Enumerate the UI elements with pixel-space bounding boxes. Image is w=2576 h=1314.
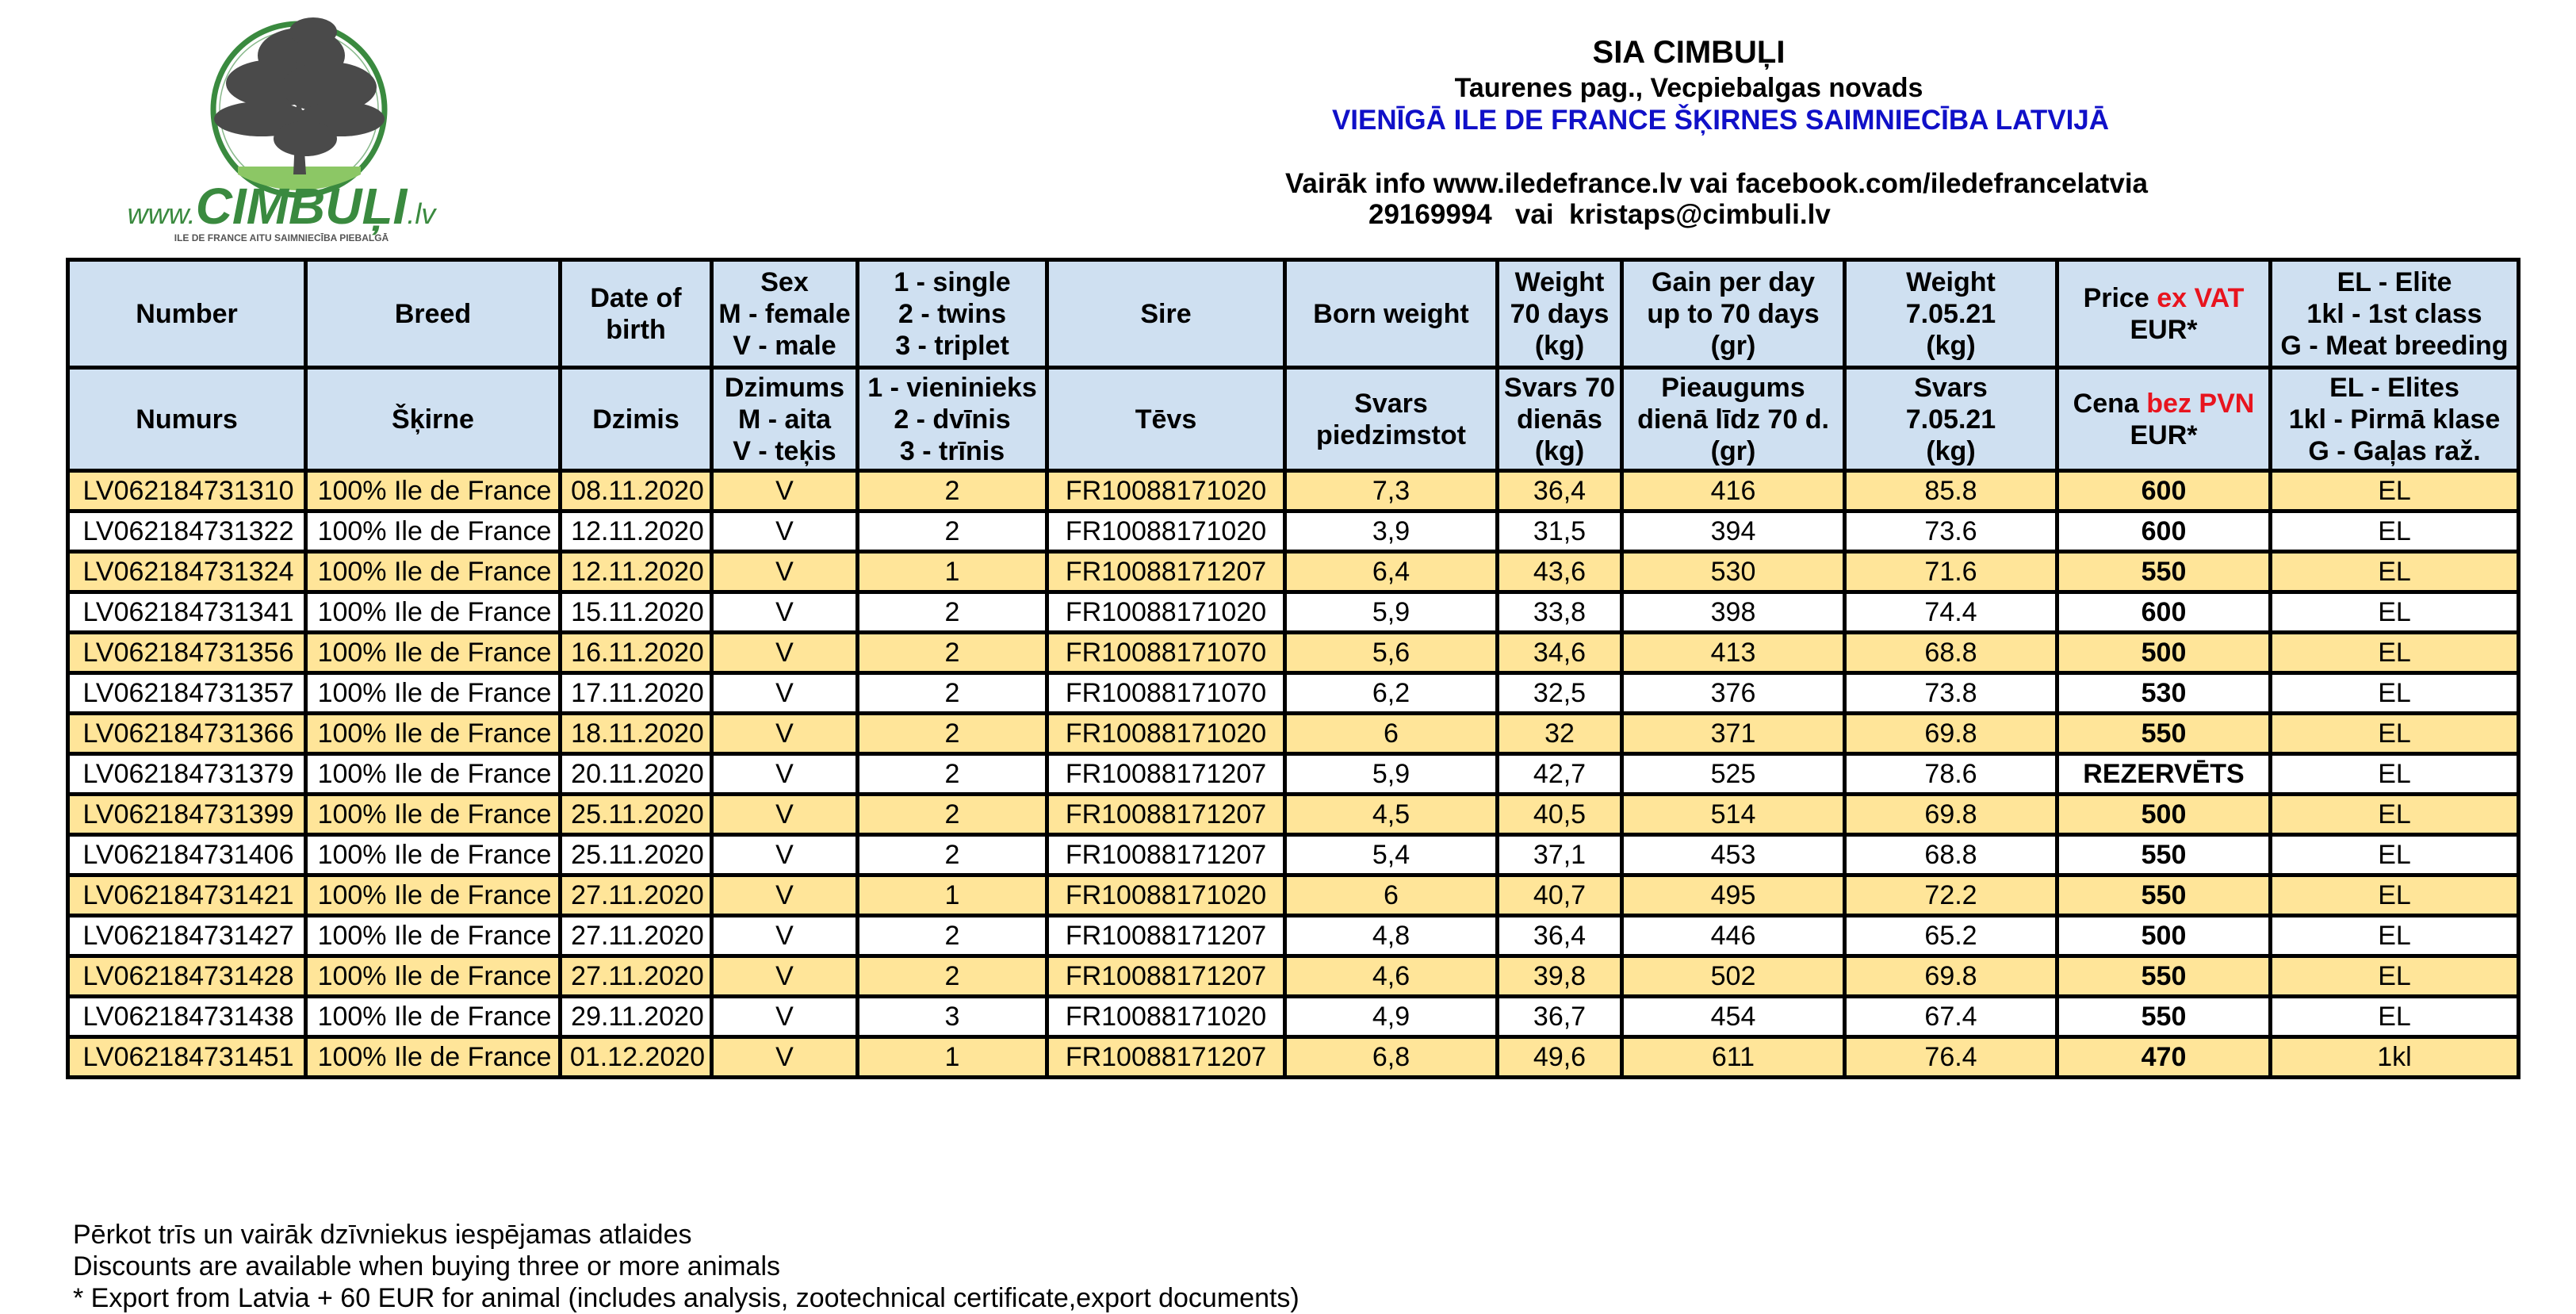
cell-price: 550 [2057, 875, 2271, 916]
cell-sire: FR10088171207 [1047, 754, 1285, 795]
cell-birth-type: 1 [858, 875, 1047, 916]
logo-tree-canopy [214, 17, 385, 156]
export-note: * Export from Latvia + 60 EUR for animal (includes analysis, zootechnical certificate,export documents) [73, 1283, 1299, 1313]
cell-dob: 27.11.2020 [561, 956, 712, 997]
cell-price: 470 [2057, 1037, 2271, 1078]
cell-breed: 100% Ile de France [306, 633, 561, 673]
cell-weight-now: 69.8 [1845, 714, 2057, 754]
discount-note-latvian: Pērkot trīs un vairāk dzīvniekus iespējamas atlaides [73, 1220, 692, 1250]
header-line: Dzimums [724, 372, 845, 403]
cell-price: REZERVĒTS [2057, 754, 2271, 795]
table-row [68, 754, 2519, 795]
cell-sire: FR10088171020 [1047, 471, 1285, 511]
cell-born-weight: 6,8 [1285, 1037, 1498, 1078]
header-line: 3 - triplet [895, 330, 1009, 361]
cell-born-weight: 4,6 [1285, 956, 1498, 997]
column-header-weight-now [1845, 260, 2057, 368]
cell-dob: 27.11.2020 [561, 916, 712, 956]
header-line: dienā līdz 70 d. [1637, 404, 1829, 435]
header-line: birth [606, 314, 666, 345]
table-row [68, 552, 2519, 592]
cell-dob: 17.11.2020 [561, 673, 712, 714]
column-header-breed [306, 368, 561, 471]
cell-class: EL [2271, 673, 2519, 714]
cell-sire: FR10088171020 [1047, 511, 1285, 552]
cell-price: 550 [2057, 956, 2271, 997]
cell-gain: 413 [1622, 633, 1845, 673]
header-line: G - Meat breeding [2280, 330, 2509, 361]
cell-breed: 100% Ile de France [306, 875, 561, 916]
currency-label: EUR* [2130, 314, 2198, 345]
cell-weight-70: 32 [1498, 714, 1622, 754]
cell-class: EL [2271, 997, 2519, 1037]
cell-number: LV062184731399 [68, 795, 306, 835]
cell-number: LV062184731427 [68, 916, 306, 956]
cell-sire: FR10088171207 [1047, 956, 1285, 997]
cell-sire: FR10088171207 [1047, 552, 1285, 592]
company-logo [111, 8, 452, 250]
cell-sex: V [712, 592, 858, 633]
header-line: M - female [718, 298, 851, 329]
cell-class: EL [2271, 511, 2519, 552]
cell-born-weight: 5,6 [1285, 633, 1498, 673]
cell-weight-now: 78.6 [1845, 754, 2057, 795]
cell-birth-type: 1 [858, 1037, 1047, 1078]
column-header-breed [306, 260, 561, 368]
header-line: 2 - twins [898, 298, 1007, 329]
header-line: Tēvs [1135, 404, 1197, 435]
header-line: M - aita [737, 404, 832, 435]
cell-number: LV062184731366 [68, 714, 306, 754]
column-header-sex [712, 260, 858, 368]
header-line: Date of [590, 282, 682, 313]
column-header-dob [561, 260, 712, 368]
table-body [68, 471, 2519, 1078]
header-line: 1kl - Pirmā klase [2288, 404, 2501, 435]
animal-sale-table [66, 258, 2520, 1079]
cell-born-weight: 3,9 [1285, 511, 1498, 552]
header-line: 1 - vieninieks [867, 372, 1037, 403]
cell-breed: 100% Ile de France [306, 552, 561, 592]
cell-birth-type: 2 [858, 754, 1047, 795]
header-line: (gr) [1710, 435, 1756, 466]
header-line: Pieaugums [1661, 372, 1805, 403]
cell-class: EL [2271, 552, 2519, 592]
column-header-gain [1622, 368, 1845, 471]
cell-weight-now: 73.8 [1845, 673, 2057, 714]
cell-price: 500 [2057, 633, 2271, 673]
header-line: EL - Elites [2329, 372, 2459, 403]
column-header-number [68, 368, 306, 471]
header-line: 3 - trīnis [899, 435, 1005, 466]
cell-class: 1kl [2271, 1037, 2519, 1078]
cell-sex: V [712, 997, 858, 1037]
cell-gain: 453 [1622, 835, 1845, 875]
cell-birth-type: 1 [858, 552, 1047, 592]
column-header-born-weight [1285, 260, 1498, 368]
cell-weight-70: 33,8 [1498, 592, 1622, 633]
column-header-gain [1622, 260, 1845, 368]
table-row [68, 633, 2519, 673]
header-line: EL - Elite [2337, 266, 2452, 297]
cell-birth-type: 2 [858, 471, 1047, 511]
cell-birth-type: 2 [858, 714, 1047, 754]
header-line: Sire [1140, 298, 1192, 329]
cell-weight-now: 69.8 [1845, 956, 2057, 997]
column-header-weight-now [1845, 368, 2057, 471]
header-line: V - teķis [733, 435, 836, 466]
cell-dob: 16.11.2020 [561, 633, 712, 673]
cell-price: 500 [2057, 916, 2271, 956]
cell-sex: V [712, 835, 858, 875]
header-line: Dzimis [592, 404, 679, 435]
cell-weight-70: 37,1 [1498, 835, 1622, 875]
cell-sex: V [712, 511, 858, 552]
cell-number: LV062184731310 [68, 471, 306, 511]
cell-breed: 100% Ile de France [306, 835, 561, 875]
column-header-sex [712, 368, 858, 471]
cell-weight-now: 69.8 [1845, 795, 2057, 835]
cell-sex: V [712, 1037, 858, 1078]
cell-gain: 394 [1622, 511, 1845, 552]
cell-gain: 454 [1622, 997, 1845, 1037]
cell-weight-now: 67.4 [1845, 997, 2057, 1037]
cell-price: 550 [2057, 835, 2271, 875]
cell-sex: V [712, 795, 858, 835]
vat-label: bez PVN [2146, 388, 2255, 419]
cell-class: EL [2271, 471, 2519, 511]
header-line: 70 days [1510, 298, 1610, 329]
header-line: piedzimstot [1316, 419, 1466, 450]
cell-class: EL [2271, 754, 2519, 795]
cell-weight-70: 49,6 [1498, 1037, 1622, 1078]
cell-gain: 514 [1622, 795, 1845, 835]
cell-gain: 495 [1622, 875, 1845, 916]
cell-weight-now: 85.8 [1845, 471, 2057, 511]
column-header-birth-type [858, 368, 1047, 471]
cell-sire: FR10088171020 [1047, 875, 1285, 916]
price-label: Cena [2073, 388, 2147, 419]
header-line: Svars [1914, 372, 1988, 403]
cell-dob: 15.11.2020 [561, 592, 712, 633]
vat-label: ex VAT [2157, 282, 2245, 313]
table-row [68, 916, 2519, 956]
company-info-links: Vairāk info www.iledefrance.lv vai facebook.com/iledefrancelatvia [1284, 168, 2149, 199]
header-line: 7.05.21 [1905, 404, 1996, 435]
cell-breed: 100% Ile de France [306, 592, 561, 633]
cell-born-weight: 6,2 [1285, 673, 1498, 714]
cell-weight-now: 68.8 [1845, 835, 2057, 875]
cell-birth-type: 3 [858, 997, 1047, 1037]
cell-weight-70: 43,6 [1498, 552, 1622, 592]
cell-dob: 01.12.2020 [561, 1037, 712, 1078]
cell-breed: 100% Ile de France [306, 916, 561, 956]
cell-gain: 376 [1622, 673, 1845, 714]
cell-weight-now: 68.8 [1845, 633, 2057, 673]
cell-weight-now: 72.2 [1845, 875, 2057, 916]
header-line: Weight [1514, 266, 1605, 297]
cell-dob: 25.11.2020 [561, 835, 712, 875]
header-line: V - male [733, 330, 836, 361]
column-header-class [2271, 260, 2519, 368]
cell-gain: 525 [1622, 754, 1845, 795]
cell-price: 550 [2057, 714, 2271, 754]
table-row [68, 471, 2519, 511]
cell-dob: 12.11.2020 [561, 511, 712, 552]
table-row [68, 592, 2519, 633]
cell-sex: V [712, 875, 858, 916]
header-line: Gain per day [1652, 266, 1815, 297]
cell-breed: 100% Ile de France [306, 714, 561, 754]
cell-sire: FR10088171020 [1047, 592, 1285, 633]
cell-gain: 611 [1622, 1037, 1845, 1078]
header-line: (kg) [1926, 330, 1976, 361]
cell-price: 600 [2057, 471, 2271, 511]
cell-price: 550 [2057, 997, 2271, 1037]
column-header-number [68, 260, 306, 368]
column-header-birth-type [858, 260, 1047, 368]
column-header-sire [1047, 368, 1285, 471]
header-line: Weight [1906, 266, 1996, 297]
header-line: G - Gaļas raž. [2308, 435, 2481, 466]
cell-number: LV062184731428 [68, 956, 306, 997]
cell-class: EL [2271, 592, 2519, 633]
column-header-class [2271, 368, 2519, 471]
column-header-born-weight [1285, 368, 1498, 471]
column-header-weight-70 [1498, 260, 1622, 368]
cell-born-weight: 6 [1285, 714, 1498, 754]
cell-class: EL [2271, 835, 2519, 875]
company-address: Taurenes pag., Vecpiebalgas novads [1454, 73, 1923, 103]
cell-number: LV062184731341 [68, 592, 306, 633]
header-line: Breed [394, 298, 472, 329]
header-line: (gr) [1710, 330, 1756, 361]
cell-breed: 100% Ile de France [306, 795, 561, 835]
cell-class: EL [2271, 633, 2519, 673]
cell-birth-type: 2 [858, 592, 1047, 633]
cell-gain: 502 [1622, 956, 1845, 997]
header-line: Svars 70 [1504, 372, 1615, 403]
cell-sire: FR10088171207 [1047, 795, 1285, 835]
cell-price: 500 [2057, 795, 2271, 835]
cell-number: LV062184731406 [68, 835, 306, 875]
cell-sex: V [712, 916, 858, 956]
cell-sire: FR10088171070 [1047, 673, 1285, 714]
cell-price: 600 [2057, 511, 2271, 552]
cell-weight-70: 39,8 [1498, 956, 1622, 997]
header-line: Number [136, 298, 238, 329]
cell-breed: 100% Ile de France [306, 754, 561, 795]
cell-sex: V [712, 714, 858, 754]
currency-label: EUR* [2130, 419, 2198, 450]
header-line: 1 - single [894, 266, 1011, 297]
cell-dob: 29.11.2020 [561, 997, 712, 1037]
cell-class: EL [2271, 795, 2519, 835]
cell-sire: FR10088171207 [1047, 1037, 1285, 1078]
cell-weight-70: 42,7 [1498, 754, 1622, 795]
cell-weight-now: 65.2 [1845, 916, 2057, 956]
cell-gain: 446 [1622, 916, 1845, 956]
cell-sex: V [712, 471, 858, 511]
header-row-latvian [68, 368, 2519, 471]
cell-number: LV062184731451 [68, 1037, 306, 1078]
company-name: SIA CIMBUĻI [1592, 35, 1786, 70]
cell-dob: 25.11.2020 [561, 795, 712, 835]
cell-number: LV062184731324 [68, 552, 306, 592]
table-row [68, 511, 2519, 552]
header-line: (kg) [1926, 435, 1976, 466]
company-tagline: VIENĪGĀ ILE DE FRANCE ŠĶIRNES SAIMNIECĪBA LATVIJĀ [1331, 105, 2110, 136]
cell-class: EL [2271, 875, 2519, 916]
column-header-weight-70 [1498, 368, 1622, 471]
header-line: Šķirne [392, 404, 474, 435]
cell-price: 550 [2057, 552, 2271, 592]
logo-subtitle: ILE DE FRANCE AITU SAIMNIECĪBA PIEBALGĀ [174, 232, 389, 243]
cell-dob: 12.11.2020 [561, 552, 712, 592]
cell-weight-now: 76.4 [1845, 1037, 2057, 1078]
header-line: Born weight [1313, 298, 1469, 329]
cell-weight-now: 74.4 [1845, 592, 2057, 633]
cell-weight-now: 71.6 [1845, 552, 2057, 592]
column-header-price [2057, 368, 2271, 471]
cell-number: LV062184731438 [68, 997, 306, 1037]
cell-born-weight: 5,9 [1285, 754, 1498, 795]
cell-number: LV062184731357 [68, 673, 306, 714]
discount-note-english: Discounts are available when buying three or more animals [73, 1251, 781, 1281]
header-line: Svars [1354, 388, 1428, 419]
cell-weight-now: 73.6 [1845, 511, 2057, 552]
cell-weight-70: 32,5 [1498, 673, 1622, 714]
cell-price: 530 [2057, 673, 2271, 714]
cell-gain: 416 [1622, 471, 1845, 511]
cell-gain: 371 [1622, 714, 1845, 754]
header-line: dienās [1517, 404, 1602, 435]
cell-born-weight: 6 [1285, 875, 1498, 916]
cell-weight-70: 31,5 [1498, 511, 1622, 552]
cell-sex: V [712, 552, 858, 592]
cell-birth-type: 2 [858, 673, 1047, 714]
cell-born-weight: 4,5 [1285, 795, 1498, 835]
cell-birth-type: 2 [858, 956, 1047, 997]
cell-gain: 530 [1622, 552, 1845, 592]
cell-born-weight: 4,9 [1285, 997, 1498, 1037]
cell-born-weight: 5,4 [1285, 835, 1498, 875]
cell-weight-70: 36,7 [1498, 997, 1622, 1037]
header-line: Sex [760, 266, 809, 297]
cell-birth-type: 2 [858, 835, 1047, 875]
header-line: (kg) [1534, 435, 1585, 466]
cell-sire: FR10088171020 [1047, 714, 1285, 754]
header-line: 2 - dvīnis [894, 404, 1011, 435]
cell-weight-70: 40,5 [1498, 795, 1622, 835]
cell-birth-type: 2 [858, 916, 1047, 956]
table-row [68, 956, 2519, 997]
cell-weight-70: 40,7 [1498, 875, 1622, 916]
cell-weight-70: 34,6 [1498, 633, 1622, 673]
header-row-english [68, 260, 2519, 368]
cell-birth-type: 2 [858, 795, 1047, 835]
table-row [68, 997, 2519, 1037]
cell-sire: FR10088171070 [1047, 633, 1285, 673]
cell-sex: V [712, 673, 858, 714]
cell-price: 600 [2057, 592, 2271, 633]
cell-weight-70: 36,4 [1498, 471, 1622, 511]
table-row [68, 795, 2519, 835]
cell-born-weight: 6,4 [1285, 552, 1498, 592]
cell-breed: 100% Ile de France [306, 511, 561, 552]
header-line: 1kl - 1st class [2306, 298, 2482, 329]
cell-born-weight: 5,9 [1285, 592, 1498, 633]
column-header-dob [561, 368, 712, 471]
header-line: 7.05.21 [1905, 298, 1996, 329]
cell-breed: 100% Ile de France [306, 471, 561, 511]
header-line: Numurs [136, 404, 238, 435]
cell-dob: 18.11.2020 [561, 714, 712, 754]
cell-born-weight: 7,3 [1285, 471, 1498, 511]
cell-sex: V [712, 633, 858, 673]
table-row [68, 875, 2519, 916]
header-line: (kg) [1534, 330, 1585, 361]
cell-dob: 27.11.2020 [561, 875, 712, 916]
column-header-price [2057, 260, 2271, 368]
column-header-sire [1047, 260, 1285, 368]
price-label: Price [2083, 282, 2157, 313]
cell-birth-type: 2 [858, 511, 1047, 552]
tree-logo-icon [111, 8, 452, 250]
cell-gain: 398 [1622, 592, 1845, 633]
cell-number: LV062184731379 [68, 754, 306, 795]
cell-breed: 100% Ile de France [306, 956, 561, 997]
cell-class: EL [2271, 714, 2519, 754]
cell-breed: 100% Ile de France [306, 997, 561, 1037]
cell-sire: FR10088171207 [1047, 916, 1285, 956]
table-row [68, 835, 2519, 875]
cell-born-weight: 4,8 [1285, 916, 1498, 956]
cell-dob: 20.11.2020 [561, 754, 712, 795]
cell-breed: 100% Ile de France [306, 673, 561, 714]
header-line: up to 70 days [1647, 298, 1820, 329]
cell-class: EL [2271, 956, 2519, 997]
logo-brand-text: www.CIMBUĻI.lv [127, 178, 436, 235]
table-row [68, 673, 2519, 714]
cell-birth-type: 2 [858, 633, 1047, 673]
cell-sex: V [712, 754, 858, 795]
cell-class: EL [2271, 916, 2519, 956]
cell-number: LV062184731421 [68, 875, 306, 916]
cell-breed: 100% Ile de France [306, 1037, 561, 1078]
cell-number: LV062184731356 [68, 633, 306, 673]
table-row [68, 1037, 2519, 1078]
cell-weight-70: 36,4 [1498, 916, 1622, 956]
cell-sex: V [712, 956, 858, 997]
cell-sire: FR10088171207 [1047, 835, 1285, 875]
cell-sire: FR10088171020 [1047, 997, 1285, 1037]
company-contact: 29169994 vai kristaps@cimbuli.lv [1368, 199, 1831, 230]
cell-dob: 08.11.2020 [561, 471, 712, 511]
table-row [68, 714, 2519, 754]
cell-number: LV062184731322 [68, 511, 306, 552]
